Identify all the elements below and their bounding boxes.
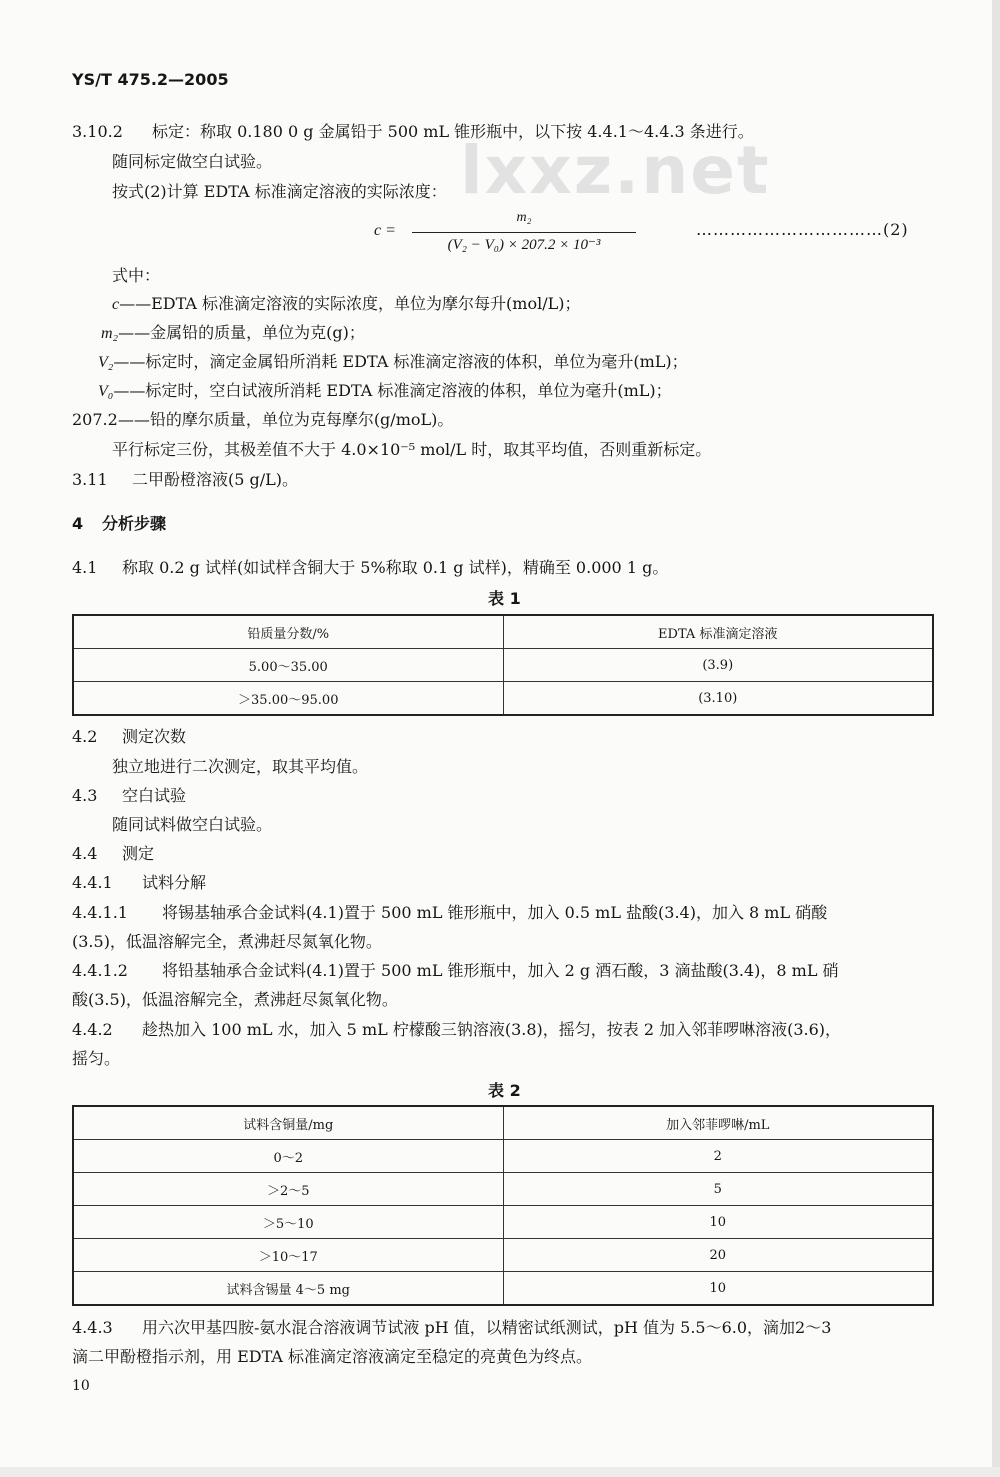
table-cell: 20 (503, 1239, 933, 1272)
table-row (73, 1239, 933, 1272)
where-intro: 式中： (112, 266, 161, 285)
clause-4-4-1-heading (72, 873, 206, 893)
clause-4-3-text: 随同试料做空白试验。 (112, 815, 273, 834)
clause-title: 空白试验 (122, 786, 187, 805)
clause-4-4-3-line1 (72, 1318, 831, 1338)
clause-text: 用六次甲基四胺-氨水混合溶液调节试液 pH 值，以精密试纸测试，pH 值为 5.5～6.0，滴加2～3 (142, 1318, 832, 1337)
clause-title: 测定次数 (122, 727, 187, 746)
where-item-molar-mass (72, 410, 453, 430)
clause-4-4-2-line1 (72, 1020, 841, 1040)
clause-text: 趁热加入 100 mL 水，加入 5 mL 柠檬酸三钠溶液(3.8)，摇匀，按表 2 加入邻菲啰啉溶液(3.6)， (142, 1020, 842, 1039)
definition: ——铅的摩尔质量，单位为克每摩尔(g/moL)。 (117, 410, 454, 429)
definition: ——EDTA 标准滴定溶液的实际浓度，单位为摩尔每升(mol/L)； (119, 294, 581, 313)
table-header-row (73, 615, 933, 649)
table-row (73, 649, 933, 682)
clause-number: 4.4.2 (72, 1020, 113, 1039)
table-cell: (3.10) (503, 682, 933, 716)
table-cell: ＞5～10 (73, 1206, 503, 1239)
clause-4-4-2-line2: 摇匀。 (72, 1049, 121, 1068)
symbol: c (112, 296, 120, 313)
table-cell: 0～2 (73, 1140, 503, 1173)
clause-text: 称取 0.2 g 试样(如试样含铜大于 5%称取 0.1 g 试样)，精确至 0.000 1 g。 (122, 558, 669, 577)
definition: ——标定时，空白试液所消耗 EDTA 标准滴定溶液的体积，单位为毫升(mL)； (113, 381, 672, 400)
formula-reference: ……………………………(2) (696, 220, 909, 239)
table-row (73, 1140, 933, 1173)
table-row (73, 682, 933, 716)
symbol: 207.2 (72, 410, 118, 429)
table-header-cell: 加入邻菲啰啉/mL (503, 1106, 933, 1140)
clause-4-4-3-line2: 滴二甲酚橙指示剂，用 EDTA 标准滴定溶液滴定至稳定的亮黄色为终点。 (72, 1347, 593, 1366)
definition: ——标定时，滴定金属铅所消耗 EDTA 标准滴定溶液的体积，单位为毫升(mL)； (113, 352, 688, 371)
table-cell: 10 (503, 1272, 933, 1306)
table-1-caption: 表 1 (488, 589, 521, 608)
clause-4-4-1-2-line1 (72, 961, 839, 981)
where-item-v2 (98, 352, 688, 373)
clause-number: 4.4.1.2 (72, 961, 128, 980)
table-2 (72, 1105, 934, 1306)
formula-lhs: c = (374, 222, 396, 239)
page-edge-bottom (0, 1467, 1000, 1477)
standard-header: YS/T 475.2—2005 (72, 70, 229, 89)
table-cell: 5.00～35.00 (73, 649, 503, 682)
parallel-calibration-note: 平行标定三份，其极差值不大于 4.0×10⁻⁵ mol/L 时，取其平均值，否则重新标定。 (112, 440, 712, 459)
table-cell: 试料含锡量 4～5 mg (73, 1272, 503, 1306)
table-header-cell: 试料含铜量/mg (73, 1106, 503, 1140)
table-cell: 10 (503, 1206, 933, 1239)
where-item-v0 (98, 381, 672, 402)
clause-number: 4.4.3 (72, 1318, 113, 1337)
formula-denominator: (V₂ − V₀) × 207.2 × 10⁻³ (447, 237, 601, 253)
fraction-bar (412, 232, 636, 233)
table-header-cell: 铅质量分数/% (73, 615, 503, 649)
clause-text: 标定：称取 0.180 0 g 金属铅于 500 mL 锥形瓶中，以下按 4.4.1～4.4.3 条进行。 (152, 122, 754, 141)
clause-title: 测定 (122, 844, 155, 863)
definition: ——金属铅的质量，单位为克(g)； (118, 323, 365, 342)
table-2-caption: 表 2 (488, 1081, 521, 1100)
symbol: m₂ (101, 325, 119, 342)
clause-number: 3.10.2 (72, 122, 123, 141)
table-cell: 2 (503, 1140, 933, 1173)
clause-text: 将锡基轴承合金试料(4.1)置于 500 mL 锥形瓶中，加入 0.5 mL 盐酸(3.4)，加入 8 mL 硝酸 (162, 903, 828, 922)
where-item-m2 (101, 323, 365, 344)
section-number: 4 (72, 514, 84, 533)
table-cell: ＞2～5 (73, 1173, 503, 1206)
clause-4-4-1-1-line1 (72, 903, 827, 923)
clause-number: 4.4.1 (72, 873, 113, 892)
table-cell: ＞35.00～95.00 (73, 682, 503, 716)
clause-4-4-1-2-line2: 酸(3.5)，低温溶解完全，煮沸赶尽氮氧化物。 (72, 990, 398, 1009)
table-row (73, 1206, 933, 1239)
clause-4-4-heading (72, 844, 154, 864)
clause-3-10-2-line3: 按式(2)计算 EDTA 标准滴定溶液的实际浓度： (112, 182, 447, 201)
clause-number: 3.11 (72, 470, 108, 489)
table-header-cell: EDTA 标准滴定溶液 (503, 615, 933, 649)
watermark: lxxz.net (460, 132, 771, 209)
clause-4-1 (72, 558, 668, 578)
clause-text: 将铅基轴承合金试料(4.1)置于 500 mL 锥形瓶中，加入 2 g 酒石酸，3 滴盐酸(3.4)，8 mL 硝 (162, 961, 839, 980)
table-cell: 5 (503, 1173, 933, 1206)
where-item-c (112, 294, 580, 315)
clause-number: 4.4 (72, 844, 98, 863)
clause-4-4-1-1-line2: (3.5)，低温溶解完全，煮沸赶尽氮氧化物。 (72, 932, 382, 951)
clause-4-2-heading (72, 727, 186, 747)
symbol: V₀ (98, 383, 114, 400)
clause-number: 4.2 (72, 727, 98, 746)
table-cell: ＞10～17 (73, 1239, 503, 1272)
clause-number: 4.1 (72, 558, 98, 577)
clause-text: 二甲酚橙溶液(5 g/L)。 (132, 470, 299, 489)
page-edge-right (992, 0, 1000, 1477)
formula-numerator: m₂ (516, 210, 532, 225)
symbol: V₂ (98, 354, 114, 371)
table-cell: (3.9) (503, 649, 933, 682)
page-number: 10 (72, 1378, 90, 1394)
clause-4-3-heading (72, 786, 186, 806)
formula-fraction (412, 210, 636, 254)
clause-title: 试料分解 (142, 873, 207, 892)
clause-3-10-2-line1 (72, 122, 754, 142)
clause-number: 4.4.1.1 (72, 903, 128, 922)
table-1 (72, 614, 934, 716)
clause-4-2-text: 独立地进行二次测定，取其平均值。 (112, 757, 369, 776)
clause-number: 4.3 (72, 786, 98, 805)
table-row (73, 1173, 933, 1206)
table-header-row (73, 1106, 933, 1140)
clause-3-10-2-line2: 随同标定做空白试验。 (112, 152, 273, 171)
section-4-heading (72, 514, 166, 534)
section-title: 分析步骤 (102, 514, 167, 533)
table-row (73, 1272, 933, 1306)
clause-3-11 (72, 470, 298, 490)
